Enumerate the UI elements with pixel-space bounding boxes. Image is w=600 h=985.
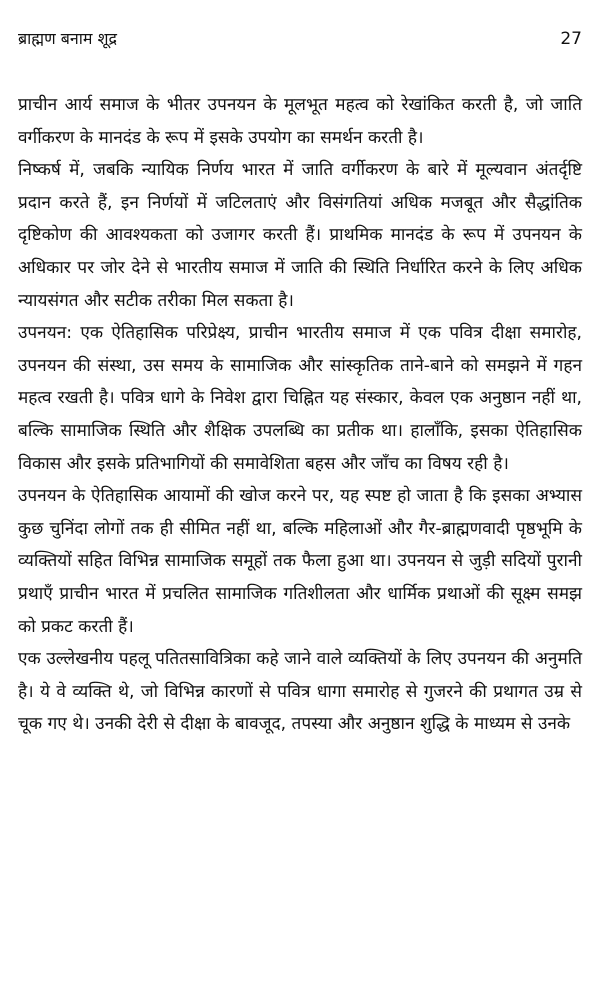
running-header [18, 27, 582, 51]
paragraph-1: प्राचीन आर्य समाज के भीतर उपनयन के मूलभूत महत्व को रेखांकित करती है, जो जाति वर्गीकरण के मानदंड के रूप में इसके उपयोग का समर्थन करती है। [18, 95, 582, 148]
book-title: ब्राह्मण बनाम शूद्र [18, 29, 117, 48]
body-text [18, 89, 582, 741]
paragraph-5: एक उल्लेखनीय पहलू पतितसावित्रिका कहे जाने वाले व्यक्तियों के लिए उपनयन की अनुमति है। ये वे व्यक्ति थे, जो विभिन्न कारणों से पवित्र धागा समारोह से गुजरने की प्रथागत उम्र से चूक गए थे। उनकी देरी से दीक्षा के बावजूद, तपस्या और अनुष्ठान शुद्धि के माध्यम से उनके [18, 649, 582, 735]
page-number: 27 [560, 29, 582, 49]
paragraph-4: उपनयन के ऐतिहासिक आयामों की खोज करने पर, यह स्पष्ट हो जाता है कि इसका अभ्यास कुछ चुनिंदा लोगों तक ही सीमित नहीं था, बल्कि महिलाओं और गैर-ब्राह्मणवादी पृष्ठभूमि के व्यक्तियों सहित विभिन्न सामाजिक समूहों तक फैला हुआ था। उपनयन से जुड़ी सदियों पुरानी प्रथाएँ प्राचीन भारत में प्रचलित सामाजिक गतिशीलता और धार्मिक प्रथाओं की सूक्ष्म समझ को प्रकट करती हैं। [18, 486, 582, 637]
paragraph-3: उपनयन: एक ऐतिहासिक परिप्रेक्ष्य, प्राचीन भारतीय समाज में एक पवित्र दीक्षा समारोह, उपनयन की संस्था, उस समय के सामाजिक और सांस्कृतिक ताने-बाने को समझने में गहन महत्व रखती है। पवित्र धागे के निवेश द्वारा चिह्नित यह संस्कार, केवल एक अनुष्ठान नहीं था, बल्कि सामाजिक स्थिति और शैक्षिक उपलब्धि का प्रतीक था। हालाँकि, इसका ऐतिहासिक विकास और इसके प्रतिभागियों की समावेशिता बहस और जाँच का विषय रही है। [18, 323, 582, 474]
paragraph-2: निष्कर्ष में, जबकि न्यायिक निर्णय भारत में जाति वर्गीकरण के बारे में मूल्यवान अंतर्दृष्टि प्रदान करते हैं, इन निर्णयों में जटिलताएं और विसंगतियां अधिक मजबूत और सैद्धांतिक दृष्टिकोण की आवश्यकता को उजागर करती हैं। प्राथमिक मानदंड के रूप में उपनयन के अधिकार पर जोर देने से भारतीय समाज में जाति की स्थिति निर्धारित करने के लिए अधिक न्यायसंगत और सटीक तरीका मिल सकता है। [18, 160, 582, 311]
